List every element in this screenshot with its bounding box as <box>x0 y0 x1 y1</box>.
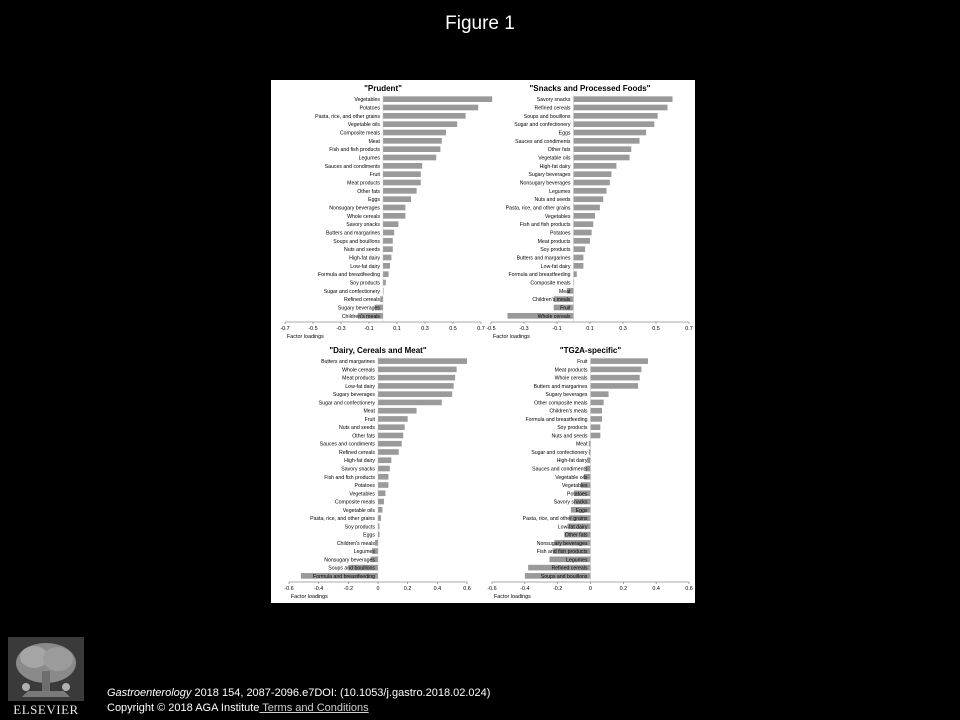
chart-3-bar <box>378 400 442 406</box>
chart-2-category-label: Meat <box>558 288 571 295</box>
chart-4-category-label: Sauces and condiments <box>532 466 588 473</box>
chart-4-category-label: Whole cereals <box>554 375 588 382</box>
chart-2-bar <box>574 230 592 236</box>
chart-4-category-label: Nonsugary beverages <box>536 540 588 547</box>
chart-1-bar <box>383 196 411 202</box>
chart-1-category-label: Sauces and condiments <box>324 163 380 170</box>
chart-2-bar <box>574 171 612 177</box>
chart-2-category-label: Nonsugary beverages <box>519 180 571 187</box>
chart-1-bar <box>383 213 405 219</box>
chart-4-tick-label: 0.6 <box>685 586 693 592</box>
chart-2-category-label: Sugar and confectionery <box>514 122 571 129</box>
chart-4-bar <box>591 383 639 389</box>
chart-2-bar <box>574 271 577 277</box>
chart-2-category-label: Savory snacks <box>536 97 571 104</box>
chart-4-tick-label: -0.6 <box>487 586 497 592</box>
chart-4-category-label: Other fats <box>564 532 588 539</box>
chart-3-bar <box>378 449 399 455</box>
chart-3-bar <box>378 474 388 480</box>
chart-4-category-label: Vegetables <box>561 483 588 490</box>
chart-2-bar <box>574 146 632 152</box>
figure-panel <box>271 80 695 603</box>
chart-3-tick-label: -0.4 <box>314 586 324 592</box>
copyright-text: Copyright © 2018 AGA Institute <box>107 702 260 714</box>
chart-3-category-label: Refined cereals <box>338 449 375 456</box>
chart-1-category-label: Sugar and confectionery <box>323 288 380 295</box>
chart-2-bar <box>574 130 647 136</box>
chart-3-category-label: Sauces and condiments <box>319 441 375 448</box>
chart-3-category-label: Soups and bouillons <box>328 565 375 572</box>
chart-2-category-label: Soups and bouillons <box>523 113 571 120</box>
factor-loadings-charts <box>271 80 695 603</box>
chart-3-bar <box>378 358 467 364</box>
chart-2-tick-label: 0.3 <box>619 326 627 332</box>
chart-3-bar <box>378 466 390 472</box>
chart-3-category-label: Sugary beverages <box>332 392 375 399</box>
chart-1-tick-label: -0.3 <box>336 326 346 332</box>
chart-3-category-label: Eggs <box>363 532 375 539</box>
chart-1-bar <box>380 296 383 302</box>
chart-1-category-label: Butters and margarines <box>326 230 380 237</box>
chart-1-category-label: Vegetable oils <box>347 122 380 129</box>
chart-3-category-label: Pasta, rice, and other grains <box>310 516 375 523</box>
chart-4-category-label: Meat <box>575 441 588 448</box>
chart-1-bar <box>383 246 393 252</box>
chart-2-tick-label: 0.1 <box>586 326 594 332</box>
chart-1-bar <box>383 221 398 227</box>
chart-4-category-label: Children's meals <box>549 408 588 415</box>
chart-1-category-label: Children's meals <box>341 313 380 320</box>
chart-1-xlabel: Factor loadings <box>287 334 324 340</box>
chart-2-bar <box>574 246 586 252</box>
chart-3-xlabel: Factor loadings <box>291 594 328 600</box>
chart-1-category-label: Nuts and seeds <box>343 247 380 254</box>
chart-2-bar <box>574 205 600 211</box>
chart-1-category-label: Potatoes <box>359 105 380 112</box>
chart-2-category-label: Fish and fish products <box>519 222 571 229</box>
chart-1-category-label: Nonsugary beverages <box>329 205 380 212</box>
chart-2-category-label: Children's meals <box>532 297 571 304</box>
chart-4-category-label: High-fat dairy <box>556 458 588 465</box>
chart-4-tick-label: -0.4 <box>520 586 530 592</box>
chart-4-tick-label: 0 <box>589 586 592 592</box>
chart-4-category-label: Nuts and seeds <box>551 433 588 440</box>
chart-1-category-label: Other fats <box>357 188 380 195</box>
chart-3-tick-label: 0 <box>376 586 380 592</box>
chart-4-bar <box>591 416 602 422</box>
chart-2-tick-label: -0.1 <box>552 326 562 332</box>
chart-2-tick-label: 0.7 <box>685 326 693 332</box>
chart-1-tick-label: 0.7 <box>477 326 485 332</box>
chart-4-bar <box>587 457 590 463</box>
chart-2-category-label: Fruit <box>560 305 571 312</box>
chart-3-category-label: Fish and fish products <box>324 474 375 481</box>
chart-4-category-label: Pasta, rice, and other grains <box>522 516 588 523</box>
chart-2-category-label: Low-fat dairy <box>540 263 571 270</box>
chart-3-bar <box>375 540 378 546</box>
chart-2-category-label: Composite meals <box>530 280 571 287</box>
chart-1-bar <box>383 155 436 161</box>
chart-1-bar <box>383 138 442 144</box>
chart-4-bar <box>591 367 642 373</box>
chart-3-category-label: Sugar and confectionery <box>318 400 375 407</box>
chart-4-title: "TG2A-specific" <box>559 346 622 355</box>
chart-3-category-label: Low-fat dairy <box>345 383 375 390</box>
chart-3-bar <box>378 441 402 447</box>
chart-2-category-label: High-fat dairy <box>539 163 571 170</box>
chart-3-category-label: Composite meals <box>334 499 375 506</box>
chart-1-title: "Prudent" <box>364 84 402 93</box>
chart-2-bar <box>574 213 595 219</box>
chart-1-bar <box>383 230 394 236</box>
chart-3-category-label: Nonsugary beverages <box>324 557 375 564</box>
chart-2-tick-label: -0.3 <box>519 326 529 332</box>
chart-1-category-label: Eggs <box>368 197 380 204</box>
chart-3-category-label: Fruit <box>364 416 375 423</box>
chart-1-bar <box>383 171 421 177</box>
chart-1-tick-label: 0.1 <box>393 326 401 332</box>
chart-2-bar <box>574 138 640 144</box>
chart-2-category-label: Legumes <box>549 188 571 195</box>
chart-1-bar <box>383 96 492 102</box>
chart-4-bar <box>591 375 640 381</box>
chart-2-category-label: Other fats <box>547 147 571 154</box>
citation-line <box>107 687 490 699</box>
chart-1-category-label: Savory snacks <box>346 222 380 229</box>
chart-1-category-label: Soups and bouillons <box>333 238 380 245</box>
chart-1-category-label: Pasta, rice, and other grains <box>315 113 380 120</box>
chart-2-category-label: Nuts and seeds <box>534 197 571 204</box>
chart-2-category-label: Soy products <box>540 247 571 254</box>
chart-1-category-label: Refined cereals <box>343 297 380 304</box>
chart-2-category-label: Sauces and condiments <box>515 138 571 145</box>
chart-1-tick-label: 0.5 <box>449 326 457 332</box>
chart-4-category-label: Sugary beverages <box>545 392 588 399</box>
chart-3-category-label: Meat <box>363 408 375 415</box>
chart-2-category-label: Refined cereals <box>534 105 571 112</box>
chart-3-category-label: Formula and breastfeeding <box>313 573 375 580</box>
chart-1-category-label: Fish and fish products <box>329 147 380 154</box>
chart-1-bar <box>383 113 466 119</box>
chart-3-bar <box>378 490 385 496</box>
chart-3-tick-label: -0.2 <box>343 586 353 592</box>
chart-3-bar <box>378 375 455 381</box>
chart-2-bar <box>574 255 584 261</box>
chart-4-category-label: Low-fat dairy <box>557 524 588 531</box>
chart-3-category-label: Soy products <box>344 524 375 531</box>
chart-4-tick-label: -0.2 <box>553 586 563 592</box>
chart-3-category-label: Vegetable oils <box>342 507 375 514</box>
journal-name: Gastroenterology <box>107 687 192 699</box>
chart-2-category-label: Vegetable oils <box>538 155 571 162</box>
chart-2-bar <box>574 196 604 202</box>
chart-1-tick-label: -0.5 <box>308 326 318 332</box>
chart-4-bar <box>589 441 591 447</box>
chart-1-category-label: Soy products <box>349 280 380 287</box>
chart-1-tick-label: -0.1 <box>364 326 374 332</box>
chart-1-category-label: Vegetables <box>354 97 380 104</box>
chart-2-tick-label: -0.5 <box>486 326 496 332</box>
chart-1-category-label: High-fat dairy <box>349 255 380 262</box>
chart-4-category-label: Soy products <box>557 425 588 432</box>
chart-1-bar <box>383 146 440 152</box>
chart-2-bar <box>574 221 594 227</box>
chart-1-bar <box>383 271 389 277</box>
chart-4-bar <box>591 391 609 397</box>
chart-2-bar <box>574 96 673 102</box>
chart-4-category-label: Savory snacks <box>553 499 588 506</box>
chart-1-bar <box>383 188 417 194</box>
chart-1-category-label: Meat products <box>347 180 380 187</box>
chart-3-category-label: High-fat dairy <box>344 458 375 465</box>
chart-1-bar <box>383 105 478 111</box>
chart-2-bar <box>574 188 607 194</box>
chart-4-tick-label: 0.2 <box>619 586 628 592</box>
chart-3-category-label: Whole cereals <box>342 367 375 374</box>
chart-1-category-label: Low-fat dairy <box>350 263 380 270</box>
chart-1-bar <box>383 180 421 186</box>
chart-3-category-label: Potatoes <box>354 483 375 490</box>
chart-4-bar <box>591 358 648 364</box>
chart-1-bar <box>383 263 390 269</box>
chart-3-category-label: Other fats <box>352 433 375 440</box>
chart-4-category-label: Butters and margarines <box>533 383 588 390</box>
chart-3-bar <box>378 367 457 373</box>
chart-3-tick-label: 0.6 <box>463 586 471 592</box>
chart-1-category-label: Whole cereals <box>347 213 380 220</box>
chart-2-category-label: Sugary beverages <box>528 172 571 179</box>
chart-1-bar <box>383 238 393 244</box>
chart-3-category-label: Savory snacks <box>341 466 375 473</box>
chart-2-category-label: Butters and margarines <box>516 255 571 262</box>
figure-title: Figure 1 <box>445 13 515 34</box>
chart-2-category-label: Eggs <box>558 130 571 137</box>
chart-3-bar <box>378 515 381 521</box>
chart-4-category-label: Other composite meals <box>534 400 588 407</box>
chart-4-category-label: Legumes <box>566 557 588 564</box>
chart-3-bar <box>378 433 403 439</box>
chart-4-xlabel: Factor loadings <box>494 594 531 600</box>
chart-1-bar <box>383 205 405 211</box>
chart-2-category-label: Pasta, rice, and other grains <box>505 205 571 212</box>
chart-1-tick-label: 0.3 <box>421 326 429 332</box>
chart-3-category-label: Butters and margarines <box>321 359 375 366</box>
chart-1-category-label: Meat <box>368 138 380 145</box>
chart-3-bar <box>378 499 384 505</box>
citation-details: 2018 154, 2087-2096.e7DOI: (10.1053/j.gastro.2018.02.024) <box>191 687 491 699</box>
chart-1-category-label: Composite meals <box>339 130 380 137</box>
chart-3-category-label: Legumes <box>353 549 375 556</box>
chart-3-tick-label: -0.6 <box>284 586 294 592</box>
chart-2-bar <box>574 155 630 161</box>
chart-4-category-label: Formula and breastfeeding <box>525 416 588 423</box>
chart-3-bar <box>378 383 454 389</box>
chart-4-bar <box>591 424 601 430</box>
chart-4-bar <box>589 449 591 455</box>
chart-2-xlabel: Factor loadings <box>493 334 530 340</box>
chart-2-bar <box>574 180 610 186</box>
chart-3-bar <box>378 408 417 414</box>
chart-1-category-label: Formula and breastfeeding <box>318 272 380 279</box>
chart-2-bar <box>574 105 668 111</box>
chart-4-category-label: Eggs <box>575 507 588 514</box>
chart-3-category-label: Nuts and seeds <box>338 425 375 432</box>
chart-3-bar <box>378 391 452 397</box>
copyright-line <box>107 702 369 714</box>
chart-1-bar <box>383 255 391 261</box>
chart-3-bar <box>378 532 379 538</box>
chart-2-bar <box>574 163 617 169</box>
chart-2-bar <box>574 238 591 244</box>
chart-2-title: "Snacks and Processed Foods" <box>529 84 651 93</box>
chart-2-category-label: Vegetables <box>544 213 571 220</box>
chart-1-bar <box>383 130 446 136</box>
chart-4-category-label: Vegetable oils <box>555 474 588 481</box>
chart-3-category-label: Vegetables <box>349 491 375 498</box>
chart-4-category-label: Soups and bouillons <box>540 573 588 580</box>
chart-2-tick-label: 0.5 <box>652 326 660 332</box>
chart-3-bar <box>378 416 408 422</box>
chart-1-category-label: Sugary beverages <box>337 305 380 312</box>
chart-3-tick-label: 0.2 <box>403 586 412 592</box>
chart-4-category-label: Fish and fish products <box>536 549 588 556</box>
chart-3-tick-label: 0.4 <box>433 586 442 592</box>
chart-2-category-label: Formula and breastfeeding <box>508 272 571 279</box>
chart-2-category-label: Meat products <box>537 238 571 245</box>
chart-3-bar <box>378 482 388 488</box>
chart-4-category-label: Meat products <box>554 367 588 374</box>
chart-4-category-label: Refined cereals <box>551 565 588 572</box>
chart-3-bar <box>378 457 391 463</box>
chart-3-category-label: Meat products <box>342 375 375 382</box>
chart-4-tick-label: 0.4 <box>652 586 660 592</box>
chart-1-category-label: Legumes <box>358 155 380 162</box>
chart-4-bar <box>591 400 604 406</box>
chart-1-category-label: Fruit <box>369 172 380 179</box>
chart-1-bar <box>383 121 457 127</box>
chart-4-bar <box>591 408 602 414</box>
chart-2-bar <box>574 121 655 127</box>
chart-2-category-label: Potatoes <box>550 230 571 237</box>
chart-2-category-label: Whole cereals <box>537 313 571 320</box>
chart-2-bar <box>574 113 658 119</box>
chart-4-bar <box>591 433 601 439</box>
chart-1-tick-label: -0.7 <box>280 326 290 332</box>
chart-4-category-label: Sugar and confectionery <box>531 449 588 456</box>
chart-3-title: "Dairy, Cereals and Meat" <box>329 346 427 355</box>
chart-4-category-label: Fruit <box>577 359 588 366</box>
chart-3-bar <box>378 524 379 530</box>
elsevier-logo-text: ELSEVIER <box>13 702 79 717</box>
terms-and-conditions-link[interactable]: Terms and Conditions <box>259 702 369 714</box>
chart-1-bar <box>383 280 386 286</box>
chart-3-category-label: Children's meals <box>336 540 375 547</box>
chart-1-bar <box>383 163 422 169</box>
chart-3-bar <box>378 507 382 513</box>
chart-2-bar <box>574 263 584 269</box>
chart-4-category-label: Potatoes <box>567 491 588 498</box>
chart-3-bar <box>378 424 405 430</box>
